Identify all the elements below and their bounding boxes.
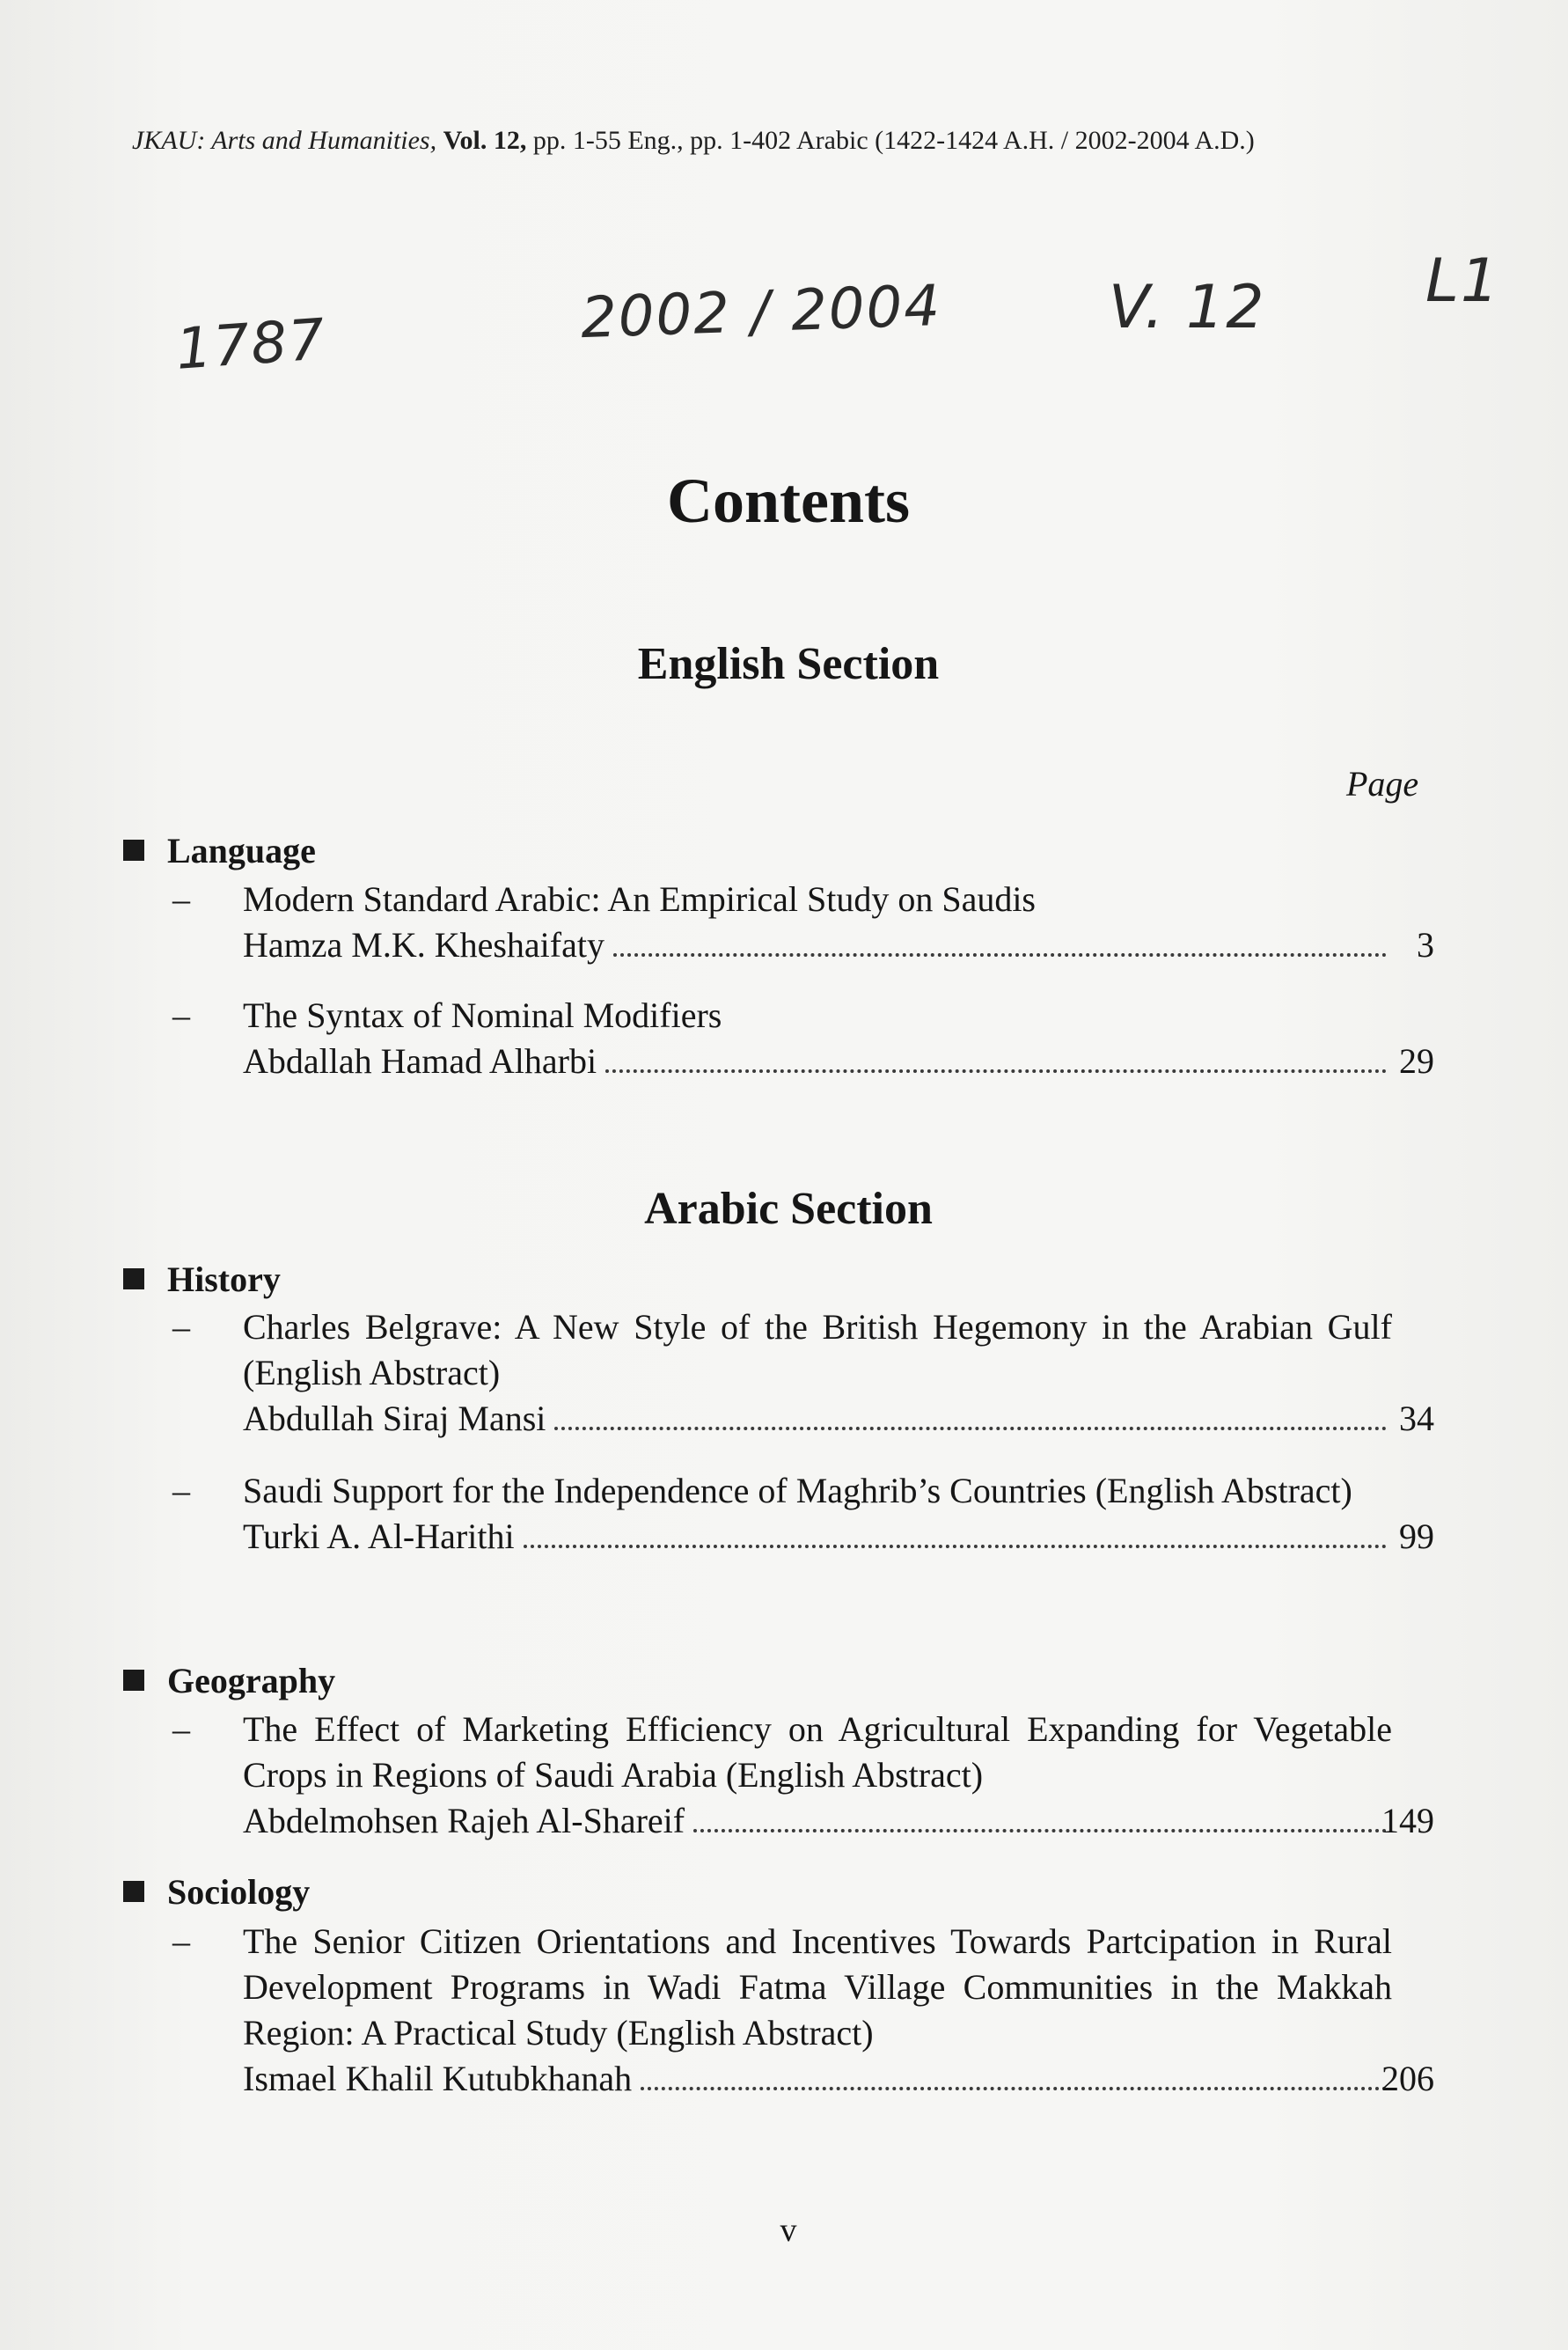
volume-label: Vol. 12, <box>443 126 527 155</box>
handwritten-copy-mark: L1 <box>1425 246 1501 316</box>
entry-page-number: 29 <box>1399 1041 1434 1081</box>
category-language <box>123 830 316 871</box>
toc-entry[interactable] <box>172 1919 1434 2102</box>
dot-leader <box>613 953 1387 957</box>
square-bullet-icon <box>123 1268 144 1289</box>
author-row <box>243 922 1392 968</box>
entry-title: Saudi Support for the Independence of Maghrib’s Countries (English Abstract) <box>243 1471 1352 1510</box>
pages-and-years: pp. 1-55 Eng., pp. 1-402 Arabic (1422-1424 A.H. / 2002-2004 A.D.) <box>532 126 1255 155</box>
square-bullet-icon <box>123 1670 144 1691</box>
entry-author: Abdallah Hamad Alharbi <box>243 1041 597 1081</box>
entry-title: Charles Belgrave: A New Style of the British Hegemony in the Arabian Gulf (English Abstract) <box>243 1307 1392 1392</box>
entry-title: The Syntax of Nominal Modifiers <box>243 995 722 1035</box>
entry-page-number: 3 <box>1417 925 1434 965</box>
dash-marker: – <box>172 1709 190 1749</box>
entry-title: The Senior Citizen Orientations and Incentives Towards Partcipation in Rural Development Programs in Wadi Fatma Village Communities in the Makkah Region: A Practical Study (English Abstract) <box>243 1921 1392 2053</box>
handwritten-accession-number: 1787 <box>173 307 329 383</box>
author-row <box>243 1039 1392 1084</box>
square-bullet-icon <box>123 840 144 861</box>
toc-entry[interactable] <box>172 1468 1434 1560</box>
author-row <box>243 1396 1392 1442</box>
category-sociology <box>123 1871 310 1913</box>
entry-author: Turki A. Al-Harithi <box>243 1516 515 1556</box>
category-geography <box>123 1660 335 1701</box>
entry-title: The Effect of Marketing Efficiency on Agricultural Expanding for Vegetable Crops in Regions of Saudi Arabia (English Abstract) <box>243 1709 1392 1795</box>
entry-page-number: 206 <box>1381 2059 1434 2098</box>
english-section-heading: English Section <box>637 639 940 689</box>
category-label: History <box>167 1259 281 1299</box>
dot-leader <box>641 2087 1387 2090</box>
category-label: Language <box>167 831 316 870</box>
entry-page-number: 99 <box>1399 1516 1434 1556</box>
dash-marker: – <box>172 995 190 1035</box>
arabic-section-heading: Arabic Section <box>644 1184 933 1234</box>
entry-author: Abdelmohsen Rajeh Al-Shareif <box>243 1801 685 1840</box>
entry-author: Hamza M.K. Kheshaifaty <box>243 925 604 965</box>
dot-leader <box>693 1829 1387 1832</box>
dot-leader <box>554 1427 1387 1430</box>
category-label: Sociology <box>167 1872 311 1912</box>
handwritten-volume: V. 12 <box>1109 273 1266 342</box>
entry-author: Abdullah Siraj Mansi <box>243 1399 546 1438</box>
toc-entry[interactable] <box>172 877 1434 968</box>
category-history <box>123 1259 281 1300</box>
entry-author: Ismael Khalil Kutubkhanah <box>243 2059 633 2098</box>
author-row <box>243 1798 1392 1844</box>
dot-leader <box>605 1069 1387 1073</box>
toc-entry[interactable] <box>172 1707 1434 1844</box>
author-row <box>243 1514 1392 1560</box>
running-header <box>132 126 1255 156</box>
toc-entry[interactable] <box>172 1304 1434 1442</box>
entry-page-number: 34 <box>1399 1399 1434 1438</box>
entry-page-number: 149 <box>1381 1801 1434 1840</box>
entry-title: Modern Standard Arabic: An Empirical Study on Saudis <box>243 879 1036 919</box>
dash-marker: – <box>172 1921 190 1961</box>
page-column-label: Page <box>1346 764 1419 804</box>
toc-entry[interactable] <box>172 993 1434 1084</box>
category-label: Geography <box>167 1661 336 1700</box>
dash-marker: – <box>172 1307 190 1347</box>
dash-marker: – <box>172 879 190 919</box>
dot-leader <box>524 1545 1387 1548</box>
author-row <box>243 2056 1392 2102</box>
page-title: Contents <box>666 466 910 536</box>
handwritten-years: 2002 / 2004 <box>579 273 943 352</box>
journal-name: JKAU: Arts and Humanities, <box>132 126 437 155</box>
dash-marker: – <box>172 1471 190 1510</box>
page-footer-number: v <box>780 2212 797 2249</box>
square-bullet-icon <box>123 1881 144 1902</box>
